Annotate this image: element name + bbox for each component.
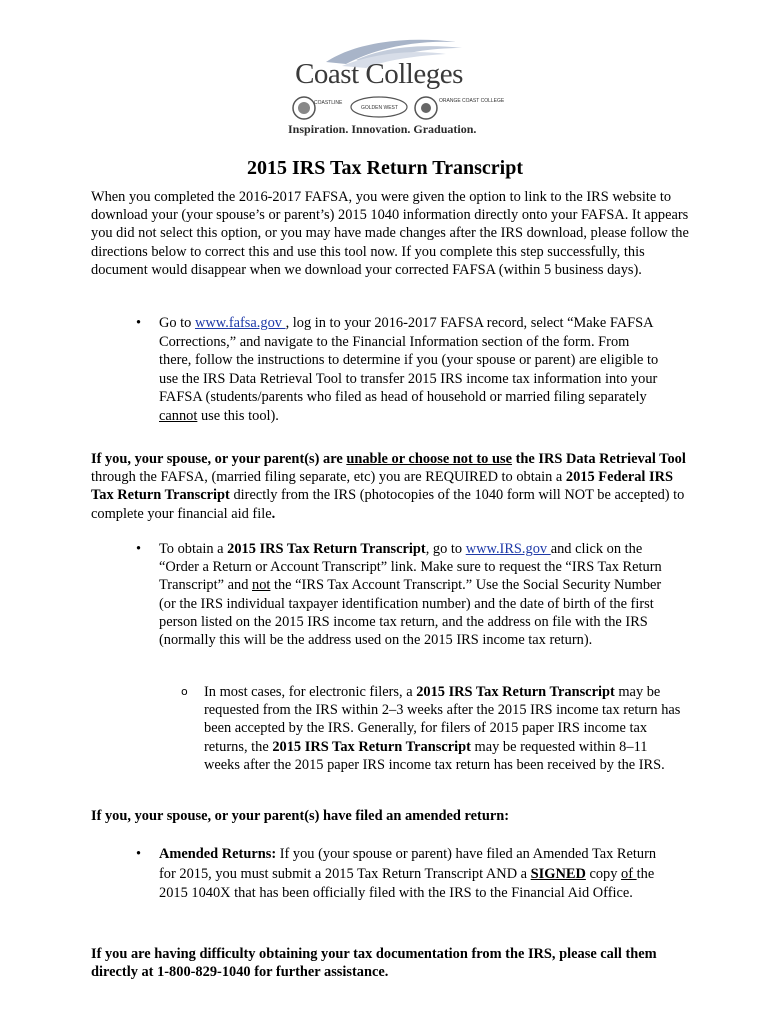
seal-label-golden-west: GOLDEN WEST — [361, 105, 398, 111]
orange-coast-seal-icon — [415, 97, 505, 119]
fafsa-bullet: • Go to www.fafsa.gov , log in to your 2016-2017 FAFSA record, select “Make FAFSA Corrections,” and navigate to the Financial Information section of the form. From there, follow the instructions to determine if you (your spouse or parent) are eligible to use the IRS Data Retrieval Tool to transfer 2015 IRS income tax information into your FAFSA (students/parents who filed as head of household or married filing separately cannot use this tool). — [136, 315, 659, 424]
help-paragraph: If you are having difficulty obtaining your tax documentation from the IRS, please call them directly at 1-800-829-1040 for further assistance. — [91, 946, 657, 981]
logo-name: Coast Colleges — [295, 58, 463, 90]
amended-heading: If you, your spouse, or your parent(s) have filed an amended return: — [91, 808, 510, 824]
bullet-dot-icon: • — [136, 541, 142, 557]
seal-label-orange-coast: ORANGE COAST COLLEGE — [439, 98, 505, 104]
golden-west-seal-icon — [351, 97, 407, 117]
fafsa-link[interactable]: www.fafsa.gov — [194, 315, 286, 331]
required-paragraph: If you, your spouse, or your parent(s) are unable or choose not to use the IRS Data Retrieval Tool through the FAFSA, (married filing separate, etc) you are REQUIRED to obtain a 2015 Federal IRS Tax Return Transcript directly from the IRS (photocopies of the 1040 form will NOT be accepted) to complete your financial aid file. — [91, 451, 686, 522]
bullet-dot-icon: • — [136, 315, 142, 331]
sub-bullet-marker: o — [181, 685, 188, 698]
coast-colleges-logo — [286, 34, 505, 136]
irs-link[interactable]: www.IRS.gov — [465, 541, 551, 557]
coastline-seal-icon — [293, 97, 343, 119]
obtain-transcript-bullet: • To obtain a 2015 IRS Tax Return Transcript, go to www.IRS.gov and click on the “Order a Return or Account Transcript” link. Make sure to request the “IRS Tax Return Transcript” and not the “IRS Tax Account Transcript.” Use the Social Security Number (or the IRS individual taxpayer identification number) and the date of birth of the first person listed on the 2015 IRS income tax return, and the address on file with the IRS (normally this will be the address used on the 2015 IRS income tax return). — [136, 541, 662, 649]
intro-paragraph: When you completed the 2016-2017 FAFSA, you were given the option to link to the IRS website to download your (your spouse’s or parent’s) 2015 1040 information directly onto your FAFSA. It appears you did not select this option, or you may have made changes after the IRS download, please follow the directions below to correct this and use this tool now. If you complete this step successfully, this document would disappear when we download your corrected FAFSA (within 5 business days). — [91, 189, 689, 278]
amended-returns-bullet: • Amended Returns: If you (your spouse or parent) have filed an Amended Tax Return for 2015, you must submit a 2015 Tax Return Transcript AND a SIGNED copy of the 2015 1040X that has been officially filed with the IRS to the Financial Aid Office. — [136, 846, 657, 902]
page-title: 2015 IRS Tax Return Transcript — [247, 157, 523, 179]
bullet-dot-icon: • — [136, 846, 142, 862]
timing-sub-bullet: o In most cases, for electronic filers, a 2015 IRS Tax Return Transcript may be requested from the IRS within 2–3 weeks after the 2015 IRS income tax return has been accepted by the IRS. Generally, for filers of 2015 paper IRS income tax returns, the 2015 IRS Tax Return Transcript may be requested within 8–11 weeks after the 2015 paper IRS income tax return has been received by the IRS. — [181, 684, 681, 773]
logo-tagline: Inspiration. Innovation. Graduation. — [288, 122, 477, 136]
seal-label-coastline: COASTLINE — [314, 100, 343, 106]
